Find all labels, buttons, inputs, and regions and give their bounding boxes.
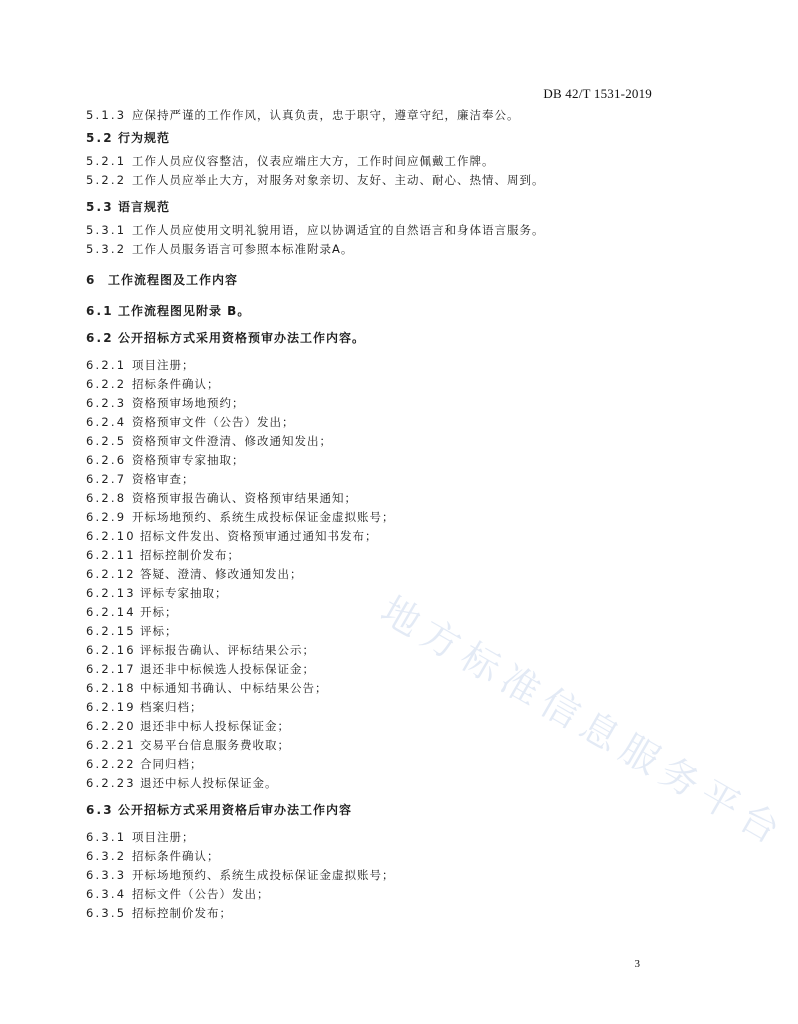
section-title: 公开招标方式采用资格后审办法工作内容: [118, 803, 353, 817]
section-heading: [86, 801, 646, 820]
clause-line: [86, 622, 646, 641]
clause-number: 6.2.15: [86, 624, 136, 638]
clause-text: 交易平台信息服务费收取；: [140, 738, 290, 752]
clause-number: 5.2.2: [86, 173, 127, 187]
clause-line: [86, 171, 646, 190]
clause-text: 合同归档；: [140, 757, 203, 771]
clause-line: [86, 755, 646, 774]
clause-number: 6.2.16: [86, 643, 136, 657]
clause-line: [86, 375, 646, 394]
clause-line: [86, 508, 646, 527]
clause-text: 招标条件确认；: [132, 377, 220, 391]
section-title: 语言规范: [118, 200, 171, 214]
clause-text: 工作人员服务语言可参照本标准附录A。: [132, 242, 354, 256]
section-number: 6.2: [86, 331, 114, 345]
chapter-title: 工作流程图及工作内容: [108, 273, 239, 287]
clause-text: 开标场地预约、系统生成投标保证金虚拟账号；: [132, 868, 395, 882]
clause-number: 6.2.3: [86, 396, 127, 410]
clause-number: 5.3.2: [86, 242, 127, 256]
clause-text: 资格预审文件（公告）发出；: [132, 415, 295, 429]
section-title: 工作流程图见附录 B。: [118, 304, 251, 318]
clause-line: [86, 394, 646, 413]
section-number: 5.3: [86, 200, 114, 214]
clause-number: 6.2.11: [86, 548, 136, 562]
clause-text: 开标场地预约、系统生成投标保证金虚拟账号；: [132, 510, 395, 524]
clause-text: 招标文件（公告）发出；: [132, 887, 270, 901]
clause-number: 6.2.13: [86, 586, 136, 600]
clause-number: 6.3.3: [86, 868, 127, 882]
clause-text: 开标；: [140, 605, 178, 619]
clause-number: 6.2.1: [86, 358, 127, 372]
chapter-heading: [86, 271, 646, 290]
document-body: [86, 106, 646, 923]
clause-number: 6.2.8: [86, 491, 127, 505]
clause-line: [86, 584, 646, 603]
clause-text: 招标条件确认；: [132, 849, 220, 863]
section-title: 行为规范: [118, 131, 171, 145]
clause-line: [86, 565, 646, 584]
clause-line: [86, 736, 646, 755]
clause-line: [86, 470, 646, 489]
clause-line: [86, 527, 646, 546]
clause-text: 中标通知书确认、中标结果公告；: [140, 681, 328, 695]
clause-line: [86, 489, 646, 508]
clause-number: 6.2.5: [86, 434, 127, 448]
clause-number: 6.2.9: [86, 510, 127, 524]
clause-text: 退还中标人投标保证金。: [140, 776, 278, 790]
clause-number: 6.2.7: [86, 472, 127, 486]
clause-line: [86, 828, 646, 847]
clause-number: 5.2.1: [86, 154, 127, 168]
clause-text: 应保持严谨的工作作风，认真负责，忠于职守，遵章守纪，廉洁奉公。: [132, 108, 520, 122]
clause-line: [86, 847, 646, 866]
clause-line: [86, 866, 646, 885]
section-heading: [86, 302, 646, 321]
clause-number: 6.2.2: [86, 377, 127, 391]
clause-number: 6.2.22: [86, 757, 136, 771]
clause-line: [86, 904, 646, 923]
section-number: 6.1: [86, 304, 114, 318]
clause-number: 6.2.14: [86, 605, 136, 619]
clause-number: 6.2.21: [86, 738, 136, 752]
clause-number: 6.2.23: [86, 776, 136, 790]
clause-line: [86, 240, 646, 259]
clause-line: [86, 641, 646, 660]
section-heading: [86, 329, 646, 348]
clause-text: 退还非中标候选人投标保证金；: [140, 662, 315, 676]
section-number: 5.2: [86, 131, 114, 145]
clause-text: 资格审查；: [132, 472, 195, 486]
clause-text: 资格预审文件澄清、修改通知发出；: [132, 434, 332, 448]
section-number: 6.3: [86, 803, 114, 817]
clause-text: 退还非中标人投标保证金；: [140, 719, 290, 733]
page-number: 3: [634, 958, 640, 970]
clause-number: 6.2.4: [86, 415, 127, 429]
clause-number: 6.2.6: [86, 453, 127, 467]
clause-text: 资格预审专家抽取；: [132, 453, 245, 467]
clause-number: 6.2.17: [86, 662, 136, 676]
clause-text: 资格预审报告确认、资格预审结果通知；: [132, 491, 357, 505]
clause-number: 6.2.12: [86, 567, 136, 581]
clause-text: 评标报告确认、评标结果公示；: [140, 643, 315, 657]
clause-line: [86, 356, 646, 375]
clause-number: 6.3.4: [86, 887, 127, 901]
clause-number: 6.3.1: [86, 830, 127, 844]
clause-line: [86, 432, 646, 451]
clause-number: 5.1.3: [86, 108, 127, 122]
clause-text: 工作人员应仪容整洁，仪表应端庄大方，工作时间应佩戴工作牌。: [132, 154, 495, 168]
clause-text: 评标；: [140, 624, 178, 638]
clause-line: [86, 106, 646, 125]
clause-text: 项目注册；: [132, 358, 195, 372]
clause-line: [86, 413, 646, 432]
clause-line: [86, 603, 646, 622]
watermark: 地方标准信息服务平台: [373, 587, 794, 856]
clause-text: 招标控制价发布；: [132, 906, 232, 920]
clause-text: 招标文件发出、资格预审通过通知书发布；: [140, 529, 378, 543]
clause-text: 工作人员应使用文明礼貌用语，应以协调适宜的自然语言和身体语言服务。: [132, 223, 545, 237]
section-title: 公开招标方式采用资格预审办法工作内容。: [118, 331, 366, 345]
clause-line: [86, 774, 646, 793]
chapter-number: 6: [86, 273, 97, 287]
clause-number: 6.2.10: [86, 529, 136, 543]
clause-text: 工作人员应举止大方，对服务对象亲切、友好、主动、耐心、热情、周到。: [132, 173, 545, 187]
clause-text: 项目注册；: [132, 830, 195, 844]
section-heading: [86, 129, 646, 148]
clause-line: [86, 152, 646, 171]
clause-number: 5.3.1: [86, 223, 127, 237]
clause-number: 6.2.20: [86, 719, 136, 733]
clause-number: 6.3.5: [86, 906, 127, 920]
clause-text: 评标专家抽取；: [140, 586, 228, 600]
clause-text: 档案归档；: [140, 700, 203, 714]
clause-text: 资格预审场地预约；: [132, 396, 245, 410]
clause-number: 6.2.19: [86, 700, 136, 714]
clause-text: 答疑、澄清、修改通知发出；: [140, 567, 303, 581]
clause-number: 6.2.18: [86, 681, 136, 695]
clause-line: [86, 885, 646, 904]
clause-line: [86, 546, 646, 565]
clause-text: 招标控制价发布；: [140, 548, 240, 562]
clause-line: [86, 451, 646, 470]
section-heading: [86, 198, 646, 217]
clause-line: [86, 221, 646, 240]
standard-code: DB 42/T 1531-2019: [543, 86, 652, 101]
clause-number: 6.3.2: [86, 849, 127, 863]
